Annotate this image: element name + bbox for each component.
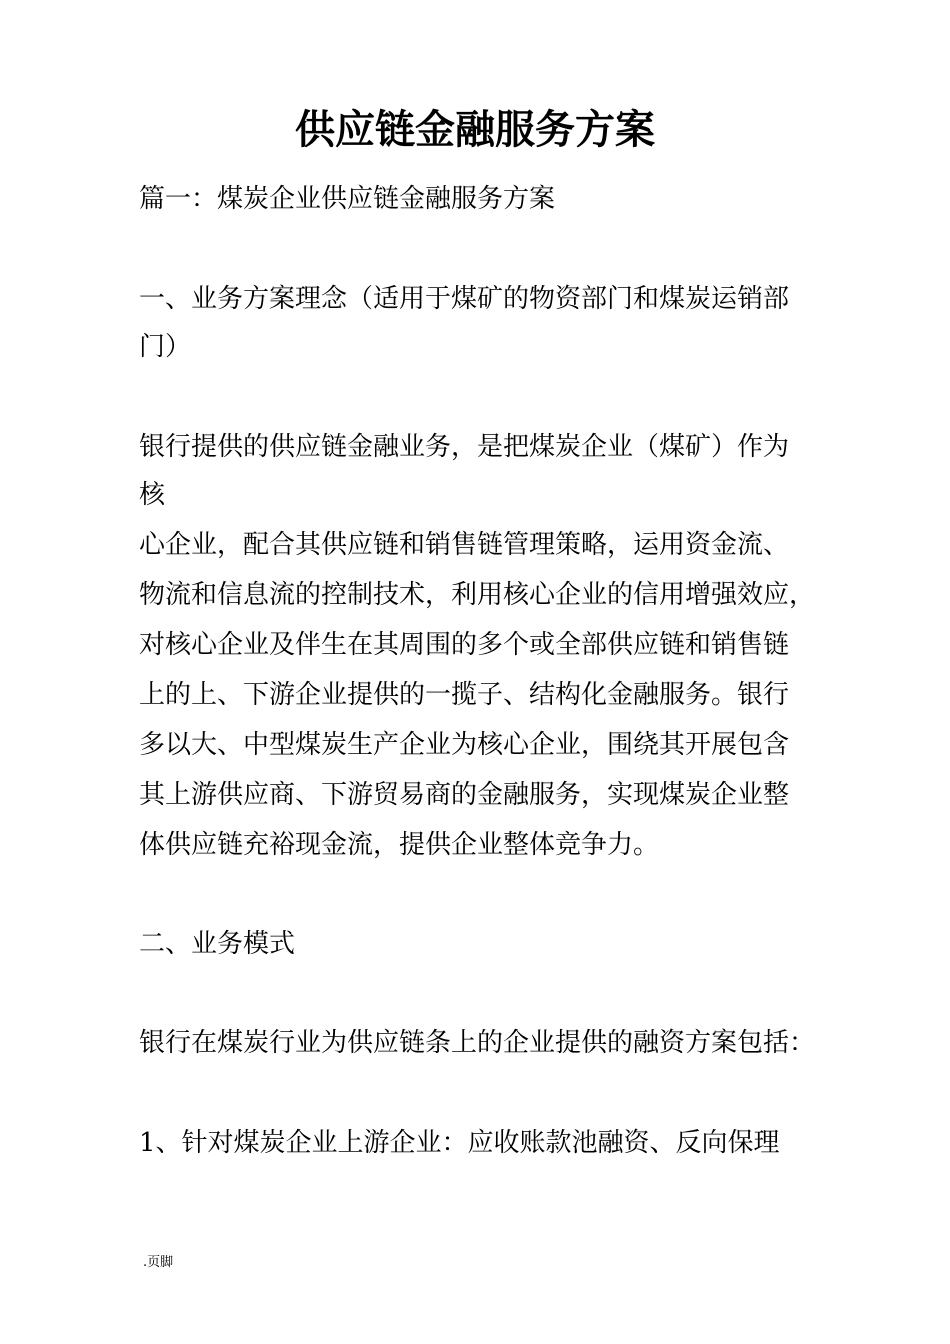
paragraph1-line: 银行提供的供应链金融业务，是把煤炭企业（煤矿）作为 xyxy=(139,432,790,462)
paragraph1-line: 核 xyxy=(139,480,166,510)
subtitle: 篇一：煤炭企业供应链金融服务方案 xyxy=(139,184,556,214)
paragraph2: 银行在煤炭行业为供应链条上的企业提供的融资方案包括： xyxy=(139,1028,816,1058)
paragraph1-line: 对核心企业及伴生在其周围的多个或全部供应链和销售链 xyxy=(139,630,790,660)
paragraph1-line: 多以大、中型煤炭生产企业为核心企业，围绕其开展包含 xyxy=(139,730,790,760)
paragraph1-line: 其上游供应商、下游贸易商的金融服务，实现煤炭企业整 xyxy=(139,780,790,810)
paragraph1-line: 心企业，配合其供应链和销售链管理策略，运用资金流、 xyxy=(139,530,790,560)
page-footer: .页脚 xyxy=(143,1255,174,1270)
document-title: 供应链金融服务方案 xyxy=(295,107,655,153)
section1-heading-line1: 一、业务方案理念（适用于煤矿的物资部门和煤炭运销部 xyxy=(139,284,790,314)
paragraph1-line: 物流和信息流的控制技术，利用核心企业的信用增强效应， xyxy=(139,580,816,610)
paragraph1-line: 上的上、下游企业提供的一揽子、结构化金融服务。银行 xyxy=(139,680,790,710)
list-item-1: 1、针对煤炭企业上游企业：应收账款池融资、反向保理 xyxy=(139,1128,780,1158)
section1-heading-line2: 门） xyxy=(139,332,192,362)
paragraph1-line: 体供应链充裕现金流，提供企业整体竞争力。 xyxy=(139,830,660,860)
section2-heading: 二、业务模式 xyxy=(139,929,296,959)
